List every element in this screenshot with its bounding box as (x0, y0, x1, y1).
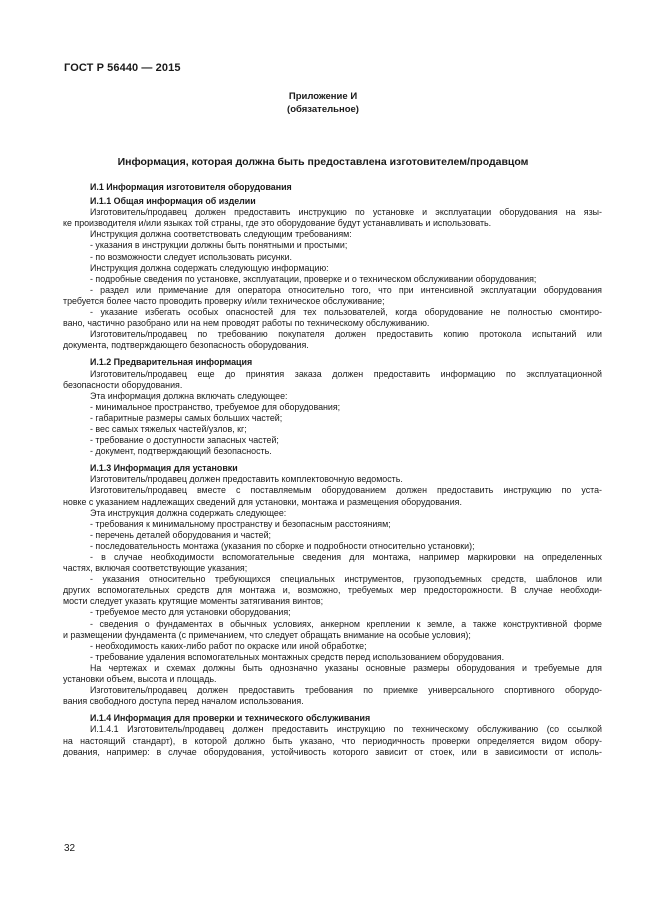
paragraph-line: - последовательность монтажа (указания по сборке и подробности относительно установки); (90, 540, 475, 551)
paragraph-line: вано, частично разобрано или на нем проводят работы по техническому обслуживанию. (63, 318, 430, 329)
paragraph-line: новке с указанием надлежащих сведений для установки, монтажа и размещения оборудования. (63, 496, 462, 507)
paragraph-line: Изготовитель/продавец должен предоставить требования по приемке универсального спортивного оборудо- (90, 685, 602, 696)
paragraph-line: дования, например: в случае оборудования, устойчивость которого зависит от стоек, или в зависимости от исполь- (63, 746, 602, 757)
paragraph-line: - необходимость каких-либо работ по окраске или иной обработке; (90, 640, 367, 651)
paragraph-line: - по возможности следует использовать рисунки. (90, 251, 292, 262)
paragraph-line: - требование о доступности запасных частей; (90, 435, 279, 446)
subsection-heading: И.1.1 Общая информация об изделии (90, 196, 256, 207)
paragraph-line: Изготовитель/продавец вместе с поставляемым оборудованием должен предоставить инструкцию по уста- (90, 485, 602, 496)
paragraph-line: установки объем, высота и площадь. (63, 674, 217, 685)
document-title: Информация, которая должна быть предоставлена изготовителем/продавцом (117, 156, 529, 168)
paragraph-line: - указания относительно требующихся специальных инструментов, грузоподъемных средств, шаблонов или (90, 574, 602, 585)
paragraph-line: ке производителя и/или языках той страны, где это оборудование будут устанавливать и использовать. (63, 218, 492, 229)
subsection-heading: И.1.4 Информация для проверки и технического обслуживания (90, 713, 371, 724)
paragraph-line: - габаритные размеры самых больших частей; (90, 412, 283, 423)
paragraph-line: Эта инструкция должна содержать следующее: (90, 507, 287, 518)
paragraph-line: - в случае необходимости вспомогательные сведения для монтажа, например маркировки на определенных (90, 552, 602, 562)
paragraph-line: мости следует указать крутящие моменты затягивания винтов; (63, 596, 324, 607)
paragraph-line: других вспомогательных средств для монтажа и, возможно, требуемых мер предосторожности. В случае необходи- (63, 585, 602, 596)
paragraph-line: - требуемое место для установки оборудования; (90, 607, 291, 618)
paragraph-line: - раздел или примечание для оператора относительно того, что при интенсивной эксплуатации оборудования (90, 284, 602, 295)
paragraph-line: документа, подтверждающего безопасность оборудования. (63, 340, 309, 351)
paragraph-line: На чертежах и схемах должны быть однозначно указаны основные размеры оборудования и требуемые для (90, 662, 602, 673)
paragraph-line: Изготовитель/продавец должен предоставить комплектовочную ведомость. (90, 474, 403, 485)
paragraph-line: - указание избегать особых опасностей для тех пользователей, когда оборудование не полностью смонтиро- (90, 307, 602, 318)
document-body (63, 182, 602, 758)
paragraph-line: на настоящий стандарт), в которой должно быть указано, что периодичность проверки определяется видом обору- (63, 735, 602, 746)
paragraph-line: - подробные сведения по установке, эксплуатации, проверке и о техническом обслуживании оборудования; (90, 273, 537, 284)
subsection-heading: И.1.2 Предварительная информация (90, 357, 253, 368)
paragraph-line: - сведения о фундаментах в обычных условиях, анкерном креплении к земле, а также конструктивной форме (90, 618, 602, 629)
paragraph-line: Инструкция должна соответствовать следующим требованиям: (90, 229, 352, 240)
subsection-heading: И.1.3 Информация для установки (90, 463, 238, 474)
paragraph-line: И.1.4.1 Изготовитель/продавец должен предоставить инструкцию по техническому обслуживанию (со ссылкой (90, 724, 602, 735)
paragraph-line: и размещении фундамента (с примечанием, что следует обращать внимание на особые условия); (63, 629, 471, 640)
paragraph-line: - требования к минимальному пространству и безопасным расстояниям; (90, 518, 391, 529)
paragraph-line: Инструкция должна содержать следующую информацию: (90, 262, 329, 273)
appendix-title: Приложение И (288, 91, 358, 102)
section-heading: И.1 Информация изготовителя оборудования (90, 182, 292, 192)
paragraph-line: Изготовитель/продавец должен предоставить инструкцию по установке и эксплуатации оборудования на язы- (90, 207, 602, 218)
paragraph-line: безопасности оборудования. (63, 379, 183, 390)
paragraph-line: - вес самых тяжелых частей/узлов, кг; (90, 423, 247, 434)
paragraph-line: требуется более часто проводить проверку и/или техническое обслуживание; (63, 295, 385, 306)
paragraph-line: Эта информация должна включать следующее: (90, 390, 288, 401)
paragraph-line: частях, включая соответствующие указания; (63, 563, 248, 574)
appendix-subtitle: (обязательное) (287, 104, 359, 115)
paragraph-line: - документ, подтверждающий безопасность. (90, 446, 272, 457)
standard-header: ГОСТ Р 56440 — 2015 (64, 62, 181, 74)
paragraph-line: Изготовитель/продавец еще до принятия заказа должен предоставить информацию по эксплуатационной (90, 368, 602, 379)
paragraph-line: - перечень деталей оборудования и частей; (90, 529, 272, 540)
paragraph-line: - указания в инструкции должны быть понятными и простыми; (90, 240, 348, 251)
page-number: 32 (64, 843, 76, 854)
paragraph-line: - минимальное пространство, требуемое для оборудования; (90, 401, 341, 412)
paragraph-line: Изготовитель/продавец по требованию покупателя должен предоставить копию протокола испытаний или (90, 329, 602, 340)
paragraph-line: вания свободного доступа перед началом использования. (63, 696, 304, 707)
paragraph-line: - требование удаления вспомогательных монтажных средств перед использованием оборудования. (90, 651, 505, 662)
